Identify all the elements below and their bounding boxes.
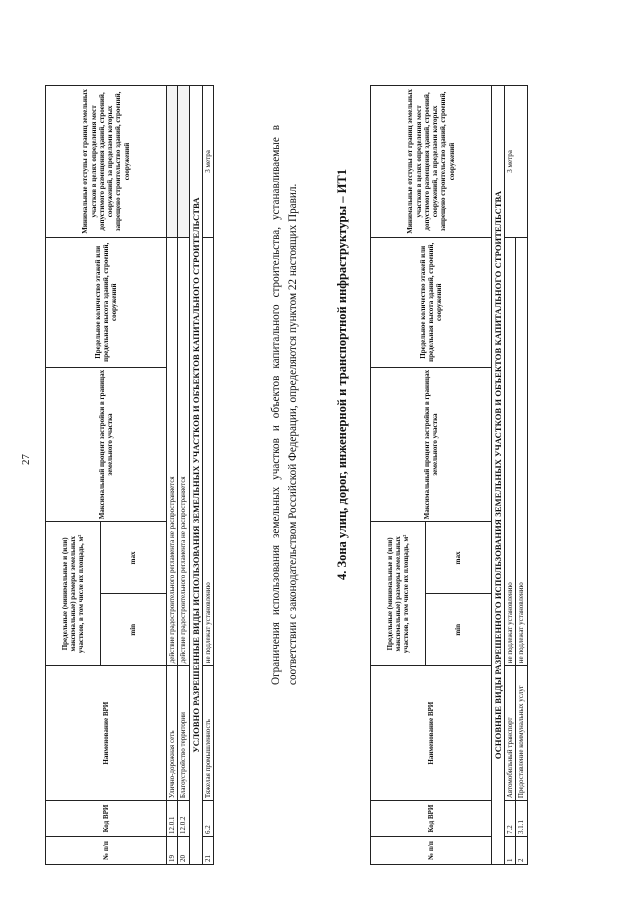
row-code: 3.1.1 [516, 801, 527, 837]
row-note: не подлежат установлению [516, 237, 527, 665]
row-setback-empty [178, 86, 189, 238]
zone-table-1 [45, 85, 214, 865]
row-no: 19 [167, 837, 178, 865]
row-code: 12.0.2 [178, 801, 189, 837]
row-no: 1 [505, 837, 516, 865]
header-floors: Предельное количество этажей или предельная высота зданий, строений, сооружений [46, 237, 167, 367]
header-sizes: Предельные (минимальные и (или) максимальные) размеры земельных участков, в том числе их площадь, м² [371, 522, 426, 666]
header-code: Код ВРИ [371, 801, 492, 837]
header-code: Код ВРИ [46, 801, 167, 837]
row-setback: 3 метра [202, 86, 213, 238]
page-number: 27 [20, 454, 32, 465]
row-setback: 3 метра [505, 86, 528, 238]
row-no: 21 [202, 837, 213, 865]
header-setbacks: Минимальные отступы от границ земельных участков в целях определения мест допустимого размещения зданий, строений, сооружений, за пределами которых запрещено строительство зданий, строений, сооружений [371, 86, 492, 238]
header-no: № п/п [46, 837, 167, 865]
row-note: действие градостроительного регламента не распространяется [178, 237, 189, 665]
row-name: Автомобильный транспорт [505, 666, 516, 801]
row-note: действие градостроительного регламента не распространяется [167, 237, 178, 665]
row-name: Улично-дорожная сеть [167, 666, 178, 801]
row-note: не подлежат установлению [202, 237, 213, 665]
row-name: Благоустройство территории [178, 666, 189, 801]
row-code: 7.2 [505, 801, 516, 837]
header-percent: Максимальный процент застройки в границах земельного участка [371, 367, 492, 522]
header-min: min [101, 594, 167, 666]
header-name: Наименование ВРИ [46, 666, 167, 801]
table-row [178, 86, 189, 865]
section-row [189, 86, 202, 865]
header-sizes: Предельные (минимальные и (или) максимальные) размеры земельных участков, в том числе их площадь, м² [46, 522, 101, 666]
header-min: min [426, 594, 492, 666]
table-header-row [46, 86, 101, 865]
row-code: 12.0.1 [167, 801, 178, 837]
header-setbacks: Минимальные отступы от границ земельных участков в целях определения мест допустимого размещения зданий, строений, сооружений, за пределами которых запрещено строительство зданий, строений, сооружений [46, 86, 167, 238]
header-floors: Предельное количество этажей или предельная высота зданий, строений, сооружений [371, 237, 492, 367]
row-note: не подлежат установлению [505, 237, 516, 665]
section-title: ОСНОВНЫЕ ВИДЫ РАЗРЕШЕННОГО ИСПОЛЬЗОВАНИЯ ЗЕМЕЛЬНЫХ УЧАСТКОВ И ОБЪЕКТОВ КАПИТАЛЬНОГО СТРОИТЕЛЬСТВА [492, 86, 505, 865]
section-title: УСЛОВНО РАЗРЕШЕННЫЕ ВИДЫ ИСПОЛЬЗОВАНИЯ ЗЕМЕЛЬНЫХ УЧАСТКОВ И ОБЪЕКТОВ КАПИТАЛЬНОГО СТРОИТЕЛЬСТВА [189, 86, 202, 865]
table-row [505, 86, 516, 865]
header-percent: Максимальный процент застройки в границах земельного участка [46, 367, 167, 522]
header-max: max [426, 522, 492, 594]
row-no: 20 [178, 837, 189, 865]
header-max: max [101, 522, 167, 594]
row-no: 2 [516, 837, 527, 865]
header-no: № п/п [371, 837, 492, 865]
row-code: 6.2 [202, 801, 213, 837]
row-name: Предоставление коммунальных услуг [516, 666, 527, 801]
header-name: Наименование ВРИ [371, 666, 492, 801]
table-header-row [371, 86, 426, 865]
zone-heading: 4. Зона улиц, дорог, инженерной и транспортной инфраструктуры – ИТ1 [335, 169, 349, 580]
section-row [492, 86, 505, 865]
row-name: Тяжелая промышленность [202, 666, 213, 801]
table-row [202, 86, 213, 865]
restrictions-paragraph: Ограничения использования земельных участков и объектов капитального строительства, устанавливаемые в соответствии с законодательством Российской Федерации, определяются пунктом 22 настоящих Правил. [270, 125, 300, 685]
zone-table-2 [370, 85, 528, 865]
table-row [167, 86, 178, 865]
row-setback-empty [167, 86, 178, 238]
